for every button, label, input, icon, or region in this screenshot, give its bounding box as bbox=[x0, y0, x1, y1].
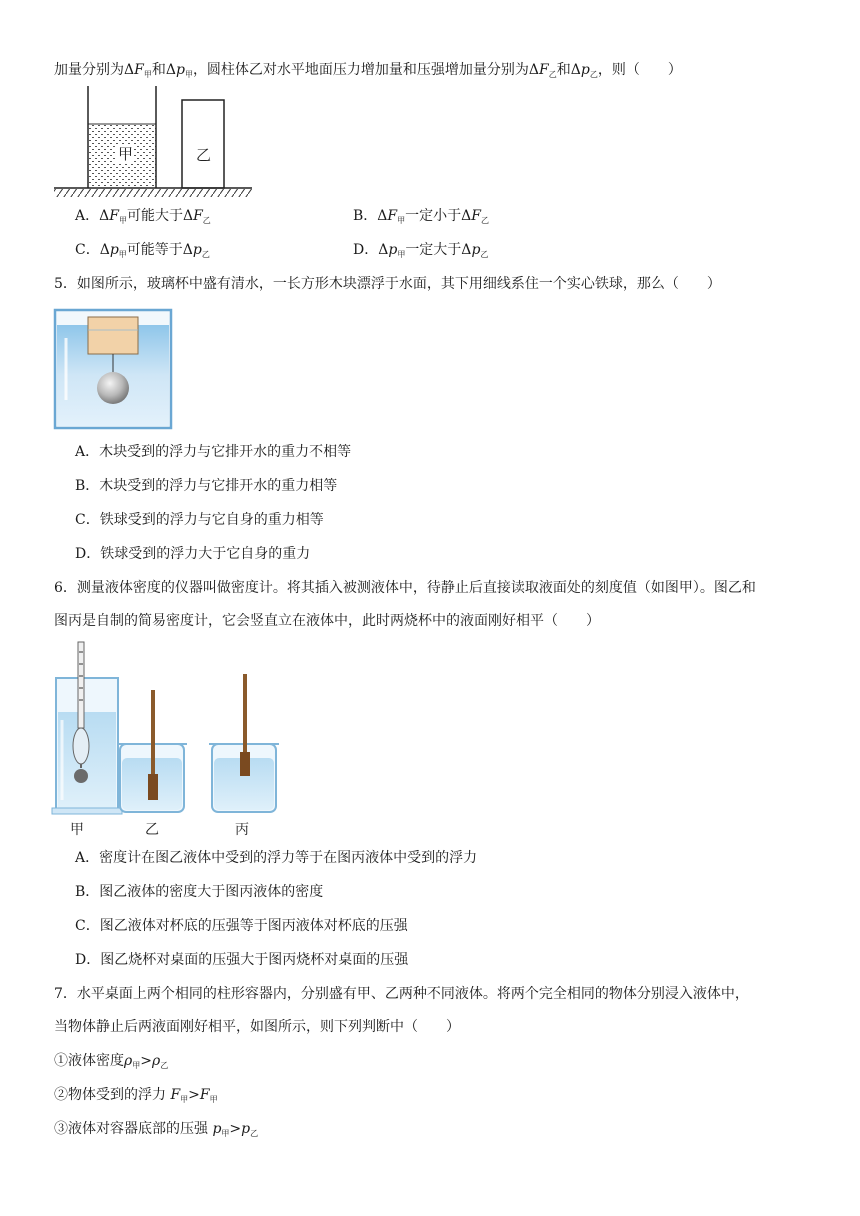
q7-statement-3: ③液体对容器底部的压强 $p_甲>p_乙$ bbox=[54, 1121, 259, 1138]
q4-intro: 加量分别为$\Delta F_甲$和$\Delta p_甲$，圆柱体乙对水平地面压力增加量和压强增加量分别为$\Delta F_乙$和$\Delta p_乙$，则（ ） bbox=[54, 62, 682, 79]
cylinder-yi bbox=[182, 100, 224, 188]
q6-stem-line1: 6．测量液体密度的仪器叫做密度计。将其插入被测液体中，待静止后直接读取液面处的刻度值（如图甲）。图乙和 bbox=[54, 580, 756, 596]
q4-option-a[interactable]: A．$\Delta F_甲$可能大于$\Delta F_乙$ bbox=[75, 208, 211, 225]
q6-option-b[interactable]: B．图乙液体的密度大于图丙液体的密度 bbox=[75, 884, 324, 900]
ground bbox=[54, 188, 252, 197]
q7-stem-line1: 7．水平桌面上两个相同的柱形容器内，分别盛有甲、乙两种不同液体。将两个完全相同的物体分别浸入液体中， bbox=[54, 986, 749, 1002]
simple-hydrometer-bing bbox=[240, 674, 250, 776]
q5-option-d[interactable]: D．铁球受到的浮力大于它自身的重力 bbox=[75, 546, 311, 562]
q7-stem-line2: 当物体静止后两液面刚好相平，如图所示，则下列判断中（ ） bbox=[54, 1019, 460, 1035]
q5-option-b[interactable]: B．木块受到的浮力与它排开水的重力相等 bbox=[75, 478, 338, 494]
iron-ball bbox=[97, 372, 129, 404]
q5-figure bbox=[52, 308, 174, 430]
label-jia-6: 甲 bbox=[70, 822, 84, 838]
label-yi: 乙 bbox=[196, 146, 212, 164]
q6-option-d[interactable]: D．图乙烧杯对桌面的压强大于图丙烧杯对桌面的压强 bbox=[75, 952, 409, 968]
q6-option-c[interactable]: C．图乙液体对杯底的压强等于图丙液体对杯底的压强 bbox=[75, 918, 408, 934]
q6-stem-line2: 图丙是自制的简易密度计，它会竖直立在液体中，此时两烧杯中的液面刚好相平（ ） bbox=[54, 613, 600, 629]
q6-option-a[interactable]: A．密度计在图乙液体中受到的浮力等于在图丙液体中受到的浮力 bbox=[75, 850, 478, 866]
q7-statement-1: ①液体密度$\rho_甲>\rho_乙$ bbox=[54, 1053, 169, 1070]
q4-option-c[interactable]: C．$\Delta p_甲$可能等于$\Delta p_乙$ bbox=[75, 242, 210, 259]
label-jia: 甲 bbox=[118, 145, 134, 163]
q4-option-d[interactable]: D．$\Delta p_甲$一定大于$\Delta p_乙$ bbox=[353, 242, 489, 259]
wooden-block bbox=[88, 317, 138, 354]
q4-option-b[interactable]: B．$\Delta F_甲$一定小于$\Delta F_乙$ bbox=[353, 208, 489, 225]
q6-figure bbox=[50, 640, 282, 840]
q4-figure bbox=[52, 84, 257, 200]
q7-statement-2: ②物体受到的浮力 $F_甲>F_甲$ bbox=[54, 1087, 218, 1104]
label-yi-6: 乙 bbox=[145, 822, 159, 838]
q5-stem: 5．如图所示，玻璃杯中盛有清水，一长方形木块漂浮于水面，其下用细线系住一个实心铁球，那么（ ） bbox=[54, 276, 721, 292]
q5-option-a[interactable]: A．木块受到的浮力与它排开水的重力不相等 bbox=[75, 444, 352, 460]
label-bing-6: 丙 bbox=[235, 822, 249, 838]
q5-option-c[interactable]: C．铁球受到的浮力与它自身的重力相等 bbox=[75, 512, 324, 528]
container-jia bbox=[88, 86, 156, 188]
